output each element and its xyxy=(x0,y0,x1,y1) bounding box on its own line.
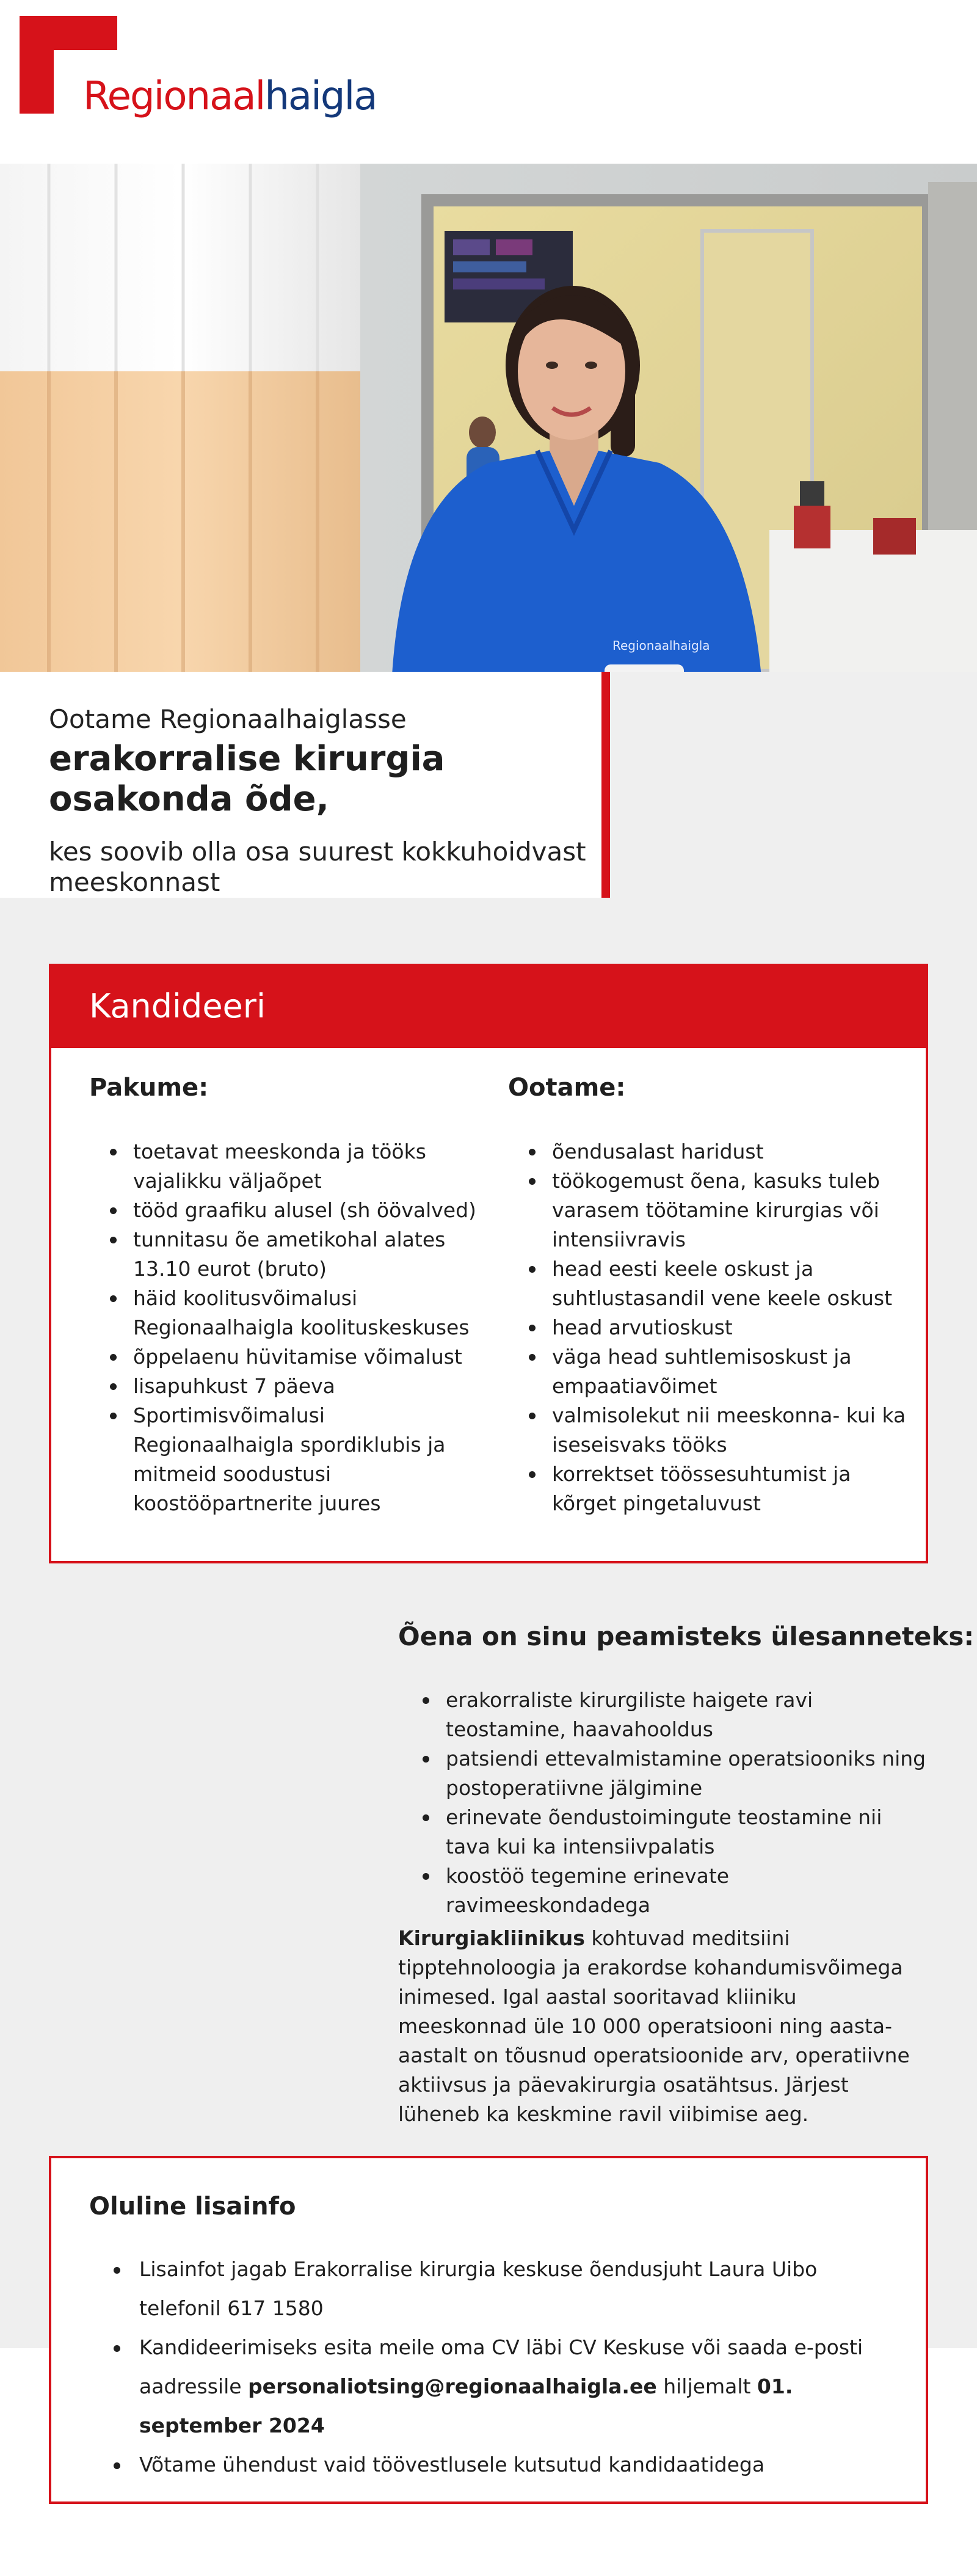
offer-item: tööd graafiku alusel (sh öövalved) xyxy=(109,1196,487,1225)
duty-item: erinevate õendustoimingute teostamine nii tava kui ka intensiivpalatis xyxy=(421,1803,928,1861)
expect-list xyxy=(528,1137,906,1518)
intro-line: Ootame Regionaalhaiglasse xyxy=(49,704,407,734)
info-item-contact: Lisainfot jagab Erakorralise kirurgia keskuse õendusjuht Laura Uibo telefonil 617 1580 xyxy=(111,2250,905,2328)
regionaalhaigla-logo[interactable] xyxy=(20,16,377,126)
expect-item: korrektset töössesuhtumist ja kõrget pingetaluvust xyxy=(528,1460,906,1518)
duty-item: koostöö tegemine erinevate ravimeeskondadega xyxy=(421,1861,928,1920)
page-header xyxy=(0,0,977,164)
offer-item: toetavat meeskonda ja tööks vajalikku väljaõpet xyxy=(109,1137,487,1196)
info-apply-text: Kandideerimiseks esita meile oma CV läbi CV Keskuse või saada e-posti aadressile xyxy=(139,2335,863,2398)
info-box xyxy=(49,2156,928,2504)
expect-item: väga head suhtlemisoskust ja empaatiavõimet xyxy=(528,1342,906,1401)
expect-item: head eesti keele oskust ja suhtlustasandil vene keele oskust xyxy=(528,1254,906,1313)
duties-title-rest: on sinu peamisteks ülesanneteks: xyxy=(473,1621,975,1651)
offer-list xyxy=(109,1137,487,1518)
email-link[interactable]: personaliotsing@regionaalhaigla.ee xyxy=(248,2374,657,2398)
expect-title: Ootame: xyxy=(508,1074,626,1102)
expect-item: head arvutioskust xyxy=(528,1313,906,1342)
info-item-contact-note: Võtame ühendust vaid töövestlusele kutsutud kandidaatidega xyxy=(111,2445,905,2484)
offer-item: häid koolitusvõimalusi Regionaalhaigla koolituskeskuses xyxy=(109,1284,487,1342)
logo-wordmark xyxy=(83,74,377,119)
expect-item: töökogemust õena, kasuks tuleb varasem töötamine kirurgias või intensiivravis xyxy=(528,1166,906,1254)
duties-list xyxy=(421,1686,928,1920)
apply-box xyxy=(49,964,928,1563)
job-title: erakorralise kirurgia osakonda õde, xyxy=(49,739,445,819)
info-title: Oluline lisainfo xyxy=(89,2192,296,2221)
scrub-print: Regionaalhaigla xyxy=(612,638,710,653)
offer-item: tunnitasu õe ametikohal alates 13.10 eurot (bruto) xyxy=(109,1225,487,1284)
apply-header-label[interactable]: Kandideeri xyxy=(89,987,266,1025)
expect-item: õendusalast haridust xyxy=(528,1137,906,1166)
clinic-description xyxy=(398,1924,929,2129)
duties-title xyxy=(398,1621,974,1651)
offer-item: Sportimisvõimalusi Regionaalhaigla spordiklubis ja mitmeid soodustusi koostööpartnerite juures xyxy=(109,1401,487,1518)
duties-title-bold: Õena xyxy=(398,1621,473,1651)
offer-title: Pakume: xyxy=(89,1074,209,1102)
duty-item: patsiendi ettevalmistamine operatsiooniks ning postoperatiivne jälgimine xyxy=(421,1744,928,1803)
duty-item: erakorraliste kirurgiliste haigete ravi teostamine, haavahooldus xyxy=(421,1686,928,1744)
apply-header[interactable] xyxy=(51,966,926,1048)
intro-subtitle: kes soovib olla osa suurest kokkuhoidvast meeskonnast xyxy=(49,837,586,897)
logo-wordmark-blue: haigla xyxy=(264,74,377,119)
offer-item: õppelaenu hüvitamise võimalust xyxy=(109,1342,487,1372)
logo-wordmark-red: Regionaal xyxy=(83,74,265,119)
clinic-name: Kirurgiakliinikus xyxy=(398,1926,585,1950)
info-list xyxy=(111,2250,905,2484)
offer-item: lisapuhkust 7 päeva xyxy=(109,1372,487,1401)
clinic-text: kohtuvad meditsiini tipptehnoloogia ja erakordse kohandumisvõimega inimesed. Igal aastal sooritavad kliiniku meeskonnad üle 10 000 operatsiooni ning aasta-aastalt on tõusnud operatsioonide arv, operatiivne aktiivsus ja päevakirurgia osatähtsus. Järjest lüheneb ka keskmine ravil viibimise aeg. xyxy=(398,1926,910,2126)
info-deadline-text: hiljemalt xyxy=(656,2374,757,2398)
deadline-date: 01. september 2024 xyxy=(139,2374,793,2437)
expect-item: valmisolekut nii meeskonna- kui ka iseseisvaks tööks xyxy=(528,1401,906,1460)
intro-accent-bar xyxy=(601,672,610,898)
info-item-apply xyxy=(111,2328,905,2445)
